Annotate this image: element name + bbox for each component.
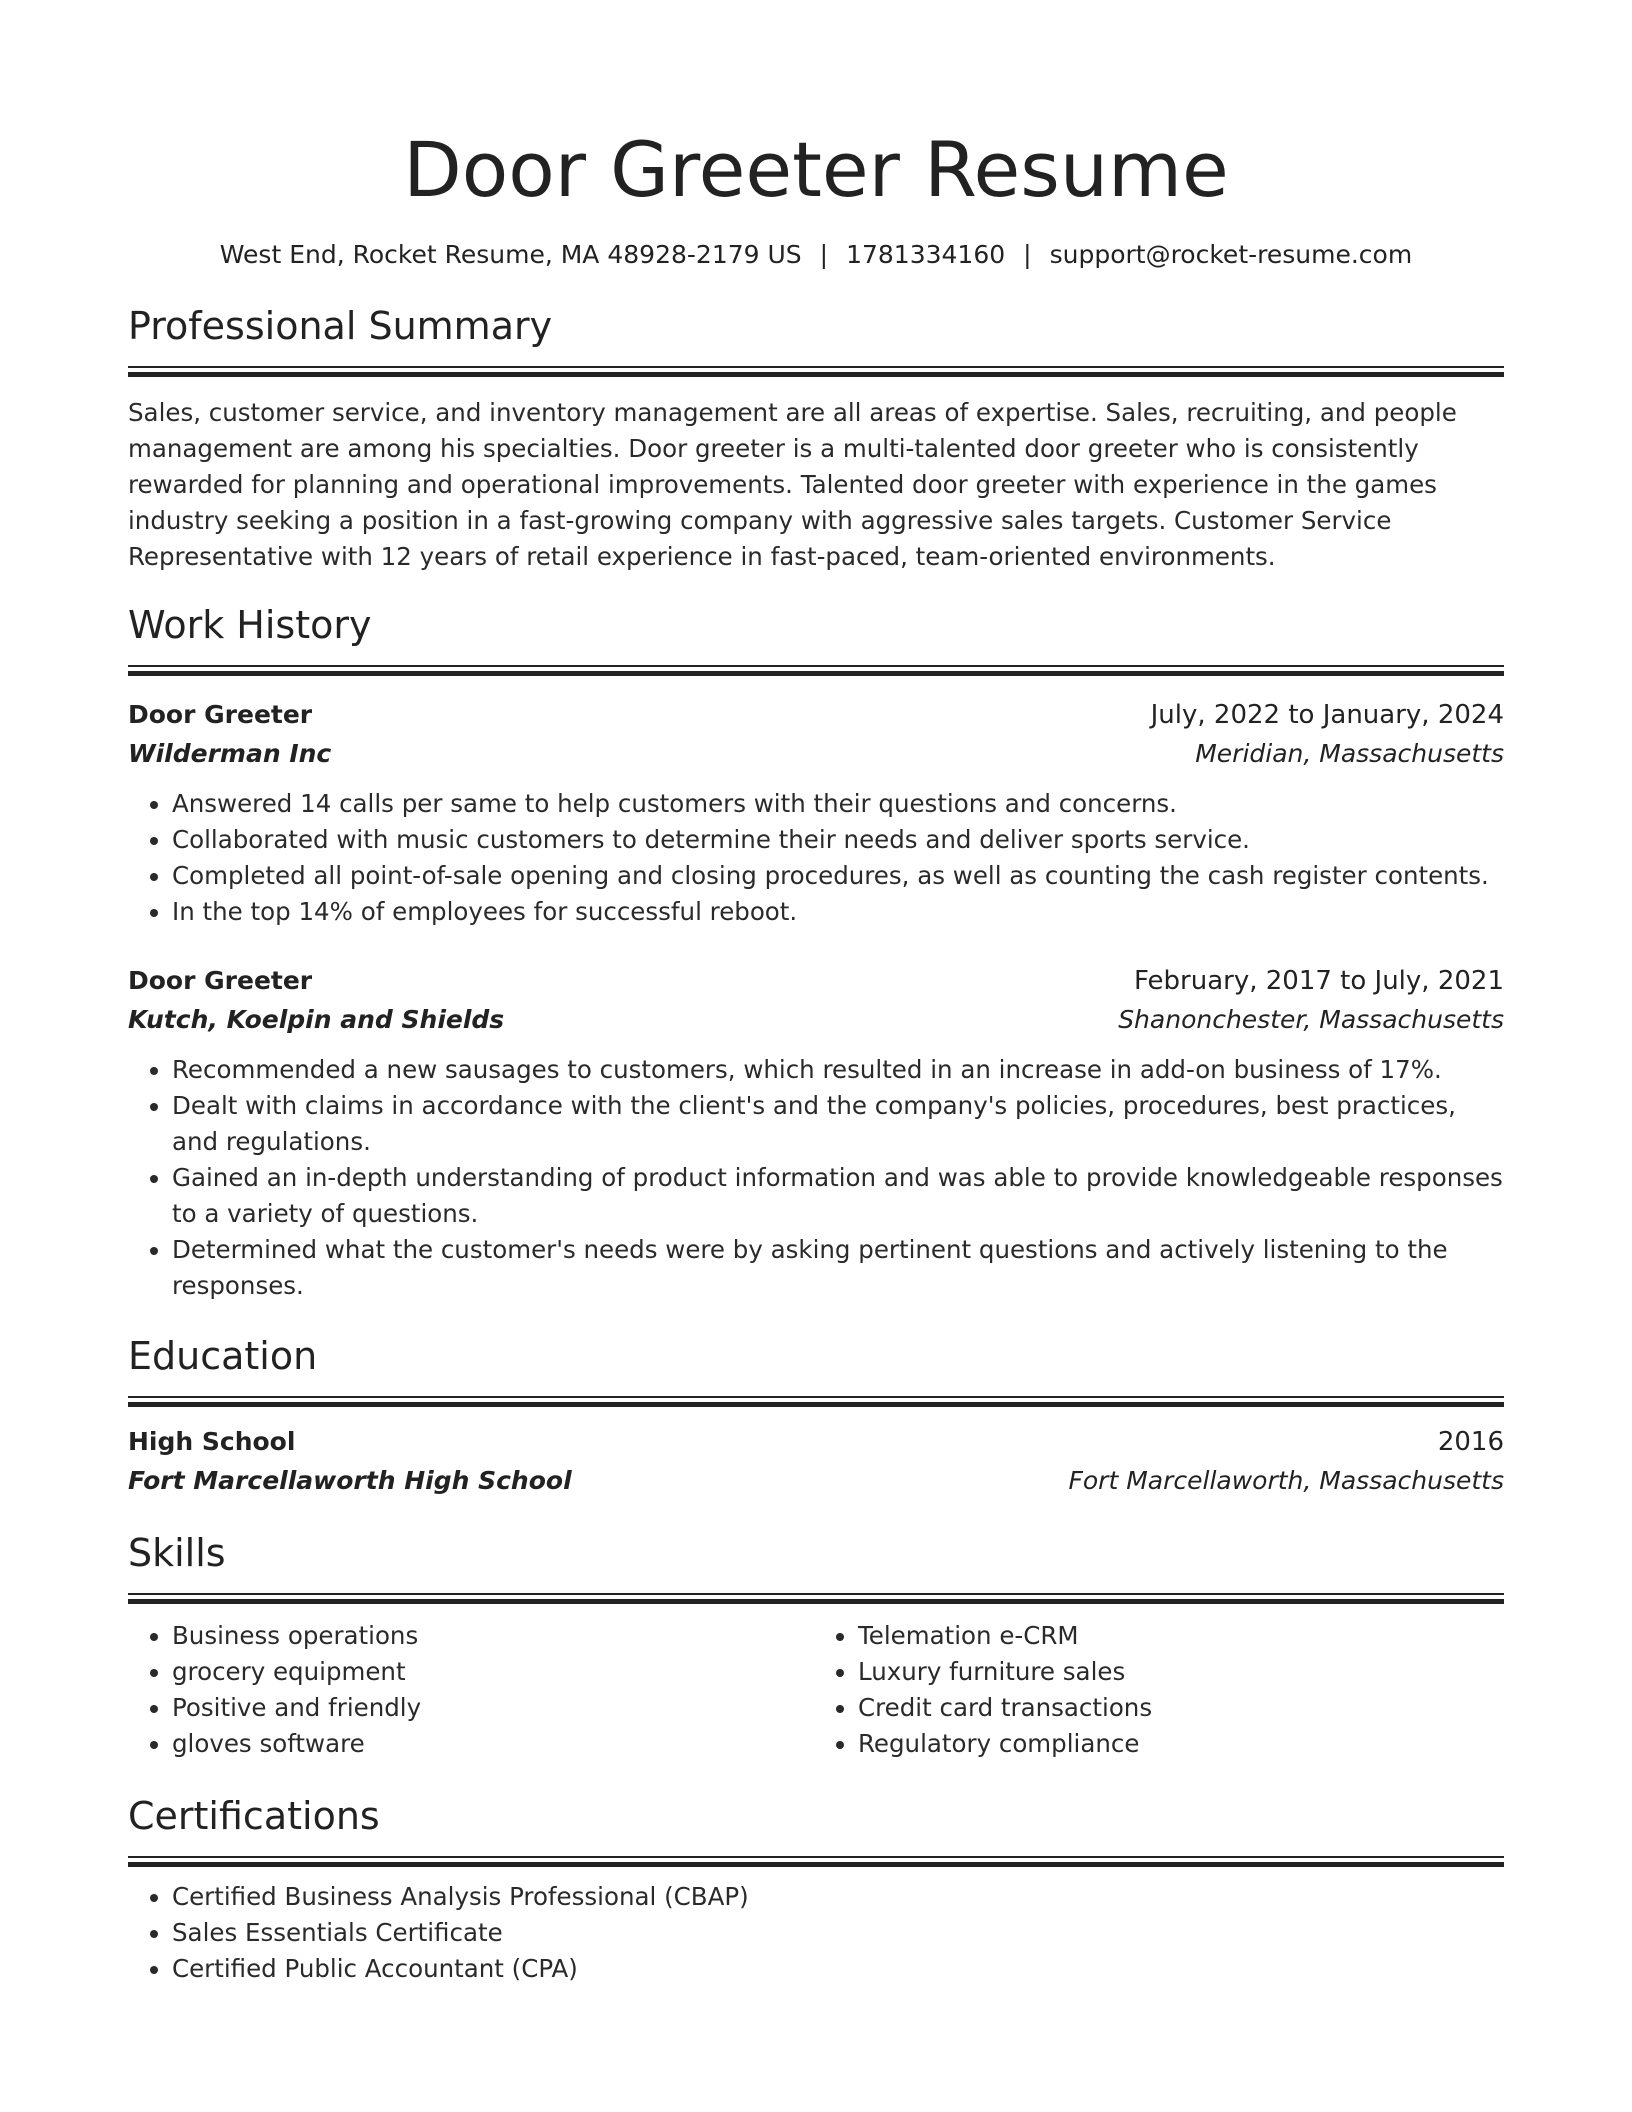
job-location: Shanonchester, Massachusetts [1118, 1005, 1504, 1034]
certifications-section [128, 1792, 1504, 1987]
section-heading-skills: Skills [128, 1531, 226, 1575]
section-divider [128, 1856, 1504, 1867]
resume-title: Door Greeter Resume [403, 125, 1229, 214]
job-company-row [128, 734, 1504, 774]
job-company-row [128, 1000, 1504, 1040]
job-dates: July, 2022 to January, 2024 [1150, 700, 1504, 730]
list-item: • Certified Business Analysis Professional (CBAP) [172, 1879, 1504, 1915]
education-header-row [128, 1423, 1504, 1461]
education-year: 2016 [1437, 1427, 1504, 1457]
section-heading-summary: Professional Summary [128, 304, 553, 348]
education-section [128, 1332, 1504, 1501]
list-item: • Telemation e-CRM [858, 1618, 1502, 1654]
section-heading-certifications: Certifications [128, 1794, 380, 1838]
job-company: Kutch, Koelpin and Shields [128, 1005, 505, 1034]
skills-section [128, 1529, 1504, 1762]
job-entry [128, 962, 1504, 1304]
list-item: • Certified Public Accountant (CPA) [172, 1951, 1504, 1987]
certifications-list [128, 1879, 1504, 1987]
list-item: • Positive and friendly [172, 1690, 816, 1726]
list-item: • Credit card transactions [858, 1690, 1502, 1726]
contact-line [128, 238, 1504, 272]
contact-phone: 1781334160 [846, 240, 1006, 269]
list-item: • Business operations [172, 1618, 816, 1654]
job-bullets [128, 1052, 1504, 1304]
job-dates: February, 2017 to July, 2021 [1134, 966, 1504, 996]
job-bullets [128, 786, 1504, 930]
section-divider [128, 1593, 1504, 1604]
list-item: • Dealt with claims in accordance with the client's and the company's policies, procedures, best practices, and regulations. [172, 1088, 1504, 1160]
education-degree: High School [128, 1427, 296, 1456]
summary-text: Sales, customer service, and inventory management are all areas of expertise. Sales, recruiting, and people management are among his specialties. Door greeter is a multi-talented door greeter who is consistently rewarded for planning and operational improvements. Talented door greeter with experience in the games industry seeking a position in a fast-growing company with aggressive sales targets. Customer Service Representative with 12 years of retail experience in fast-paced, team-oriented environments. [128, 398, 1457, 571]
list-item: • grocery equipment [172, 1654, 816, 1690]
list-item: • Luxury furniture sales [858, 1654, 1502, 1690]
section-heading-work: Work History [128, 603, 372, 647]
list-item: • Collaborated with music customers to determine their needs and deliver sports service. [172, 822, 1504, 858]
summary-section [128, 302, 1504, 575]
section-divider [128, 366, 1504, 377]
job-role: Door Greeter [128, 966, 313, 995]
list-item: • Gained an in-depth understanding of product information and was able to provide knowledgeable responses to a variety of questions. [172, 1160, 1504, 1232]
contact-email: support@rocket-resume.com [1049, 240, 1413, 269]
education-school-row [128, 1461, 1504, 1501]
list-item: • Determined what the customer's needs were by asking pertinent questions and actively listening to the responses. [172, 1232, 1504, 1304]
contact-separator: | [819, 240, 829, 269]
skills-list-right [814, 1618, 1502, 1762]
skills-list-left [128, 1618, 816, 1762]
list-item: • Regulatory compliance [858, 1726, 1502, 1762]
resume-page [128, 0, 1504, 1987]
section-divider [128, 665, 1504, 676]
education-school: Fort Marcellaworth High School [128, 1466, 572, 1495]
list-item: • Completed all point-of-sale opening and closing procedures, as well as counting the cash register contents. [172, 858, 1504, 894]
contact-separator: | [1023, 240, 1032, 269]
job-header-row [128, 962, 1504, 1000]
section-divider [128, 1396, 1504, 1407]
work-history-section [128, 601, 1504, 1304]
job-role: Door Greeter [128, 700, 313, 729]
job-entry [128, 696, 1504, 930]
list-item: • gloves software [172, 1726, 816, 1762]
list-item: • Recommended a new sausages to customers, which resulted in an increase in add-on business of 17%. [172, 1052, 1504, 1088]
list-item: • Sales Essentials Certificate [172, 1915, 1504, 1951]
education-location: Fort Marcellaworth, Massachusetts [1068, 1466, 1504, 1495]
list-item: • Answered 14 calls per same to help customers with their questions and concerns. [172, 786, 1504, 822]
job-header-row [128, 696, 1504, 734]
list-item: • In the top 14% of employees for successful reboot. [172, 894, 1504, 930]
section-heading-education: Education [128, 1334, 318, 1378]
job-company: Wilderman Inc [128, 739, 332, 768]
job-location: Meridian, Massachusetts [1195, 739, 1504, 768]
education-entry [128, 1423, 1504, 1501]
contact-address: West End, Rocket Resume, MA 48928-2179 US [219, 240, 802, 269]
skills-columns [128, 1618, 1504, 1762]
